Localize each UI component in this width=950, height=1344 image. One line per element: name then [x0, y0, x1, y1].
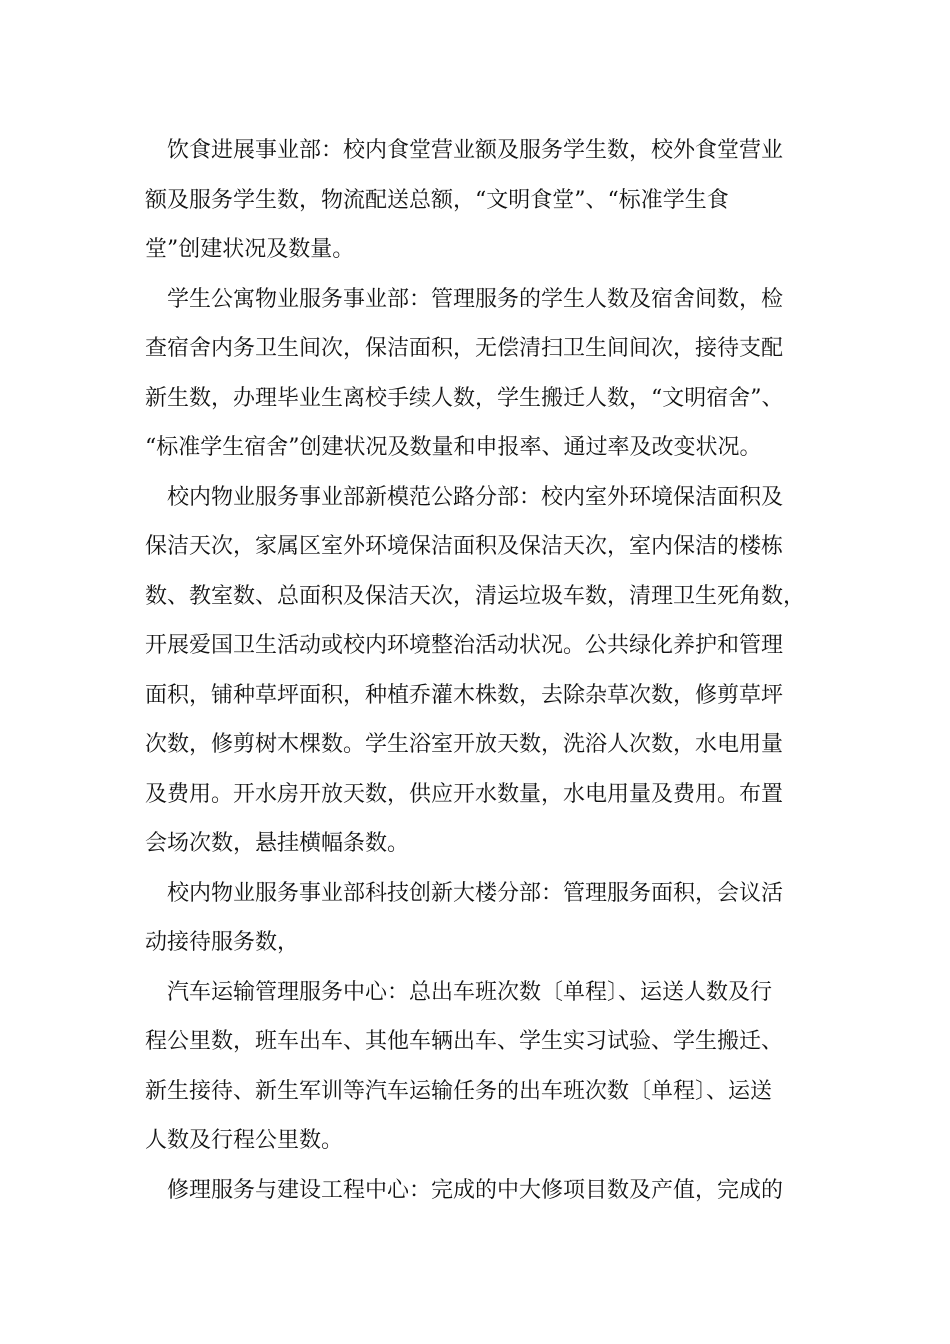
text-line: 程公里数，班车出车、其他车辆出车、学生实习试验、学生搬迁、: [145, 1029, 784, 1054]
text-line: 会场次数，悬挂横幅条数。: [145, 831, 410, 856]
text-line: 人数及行程公里数。: [145, 1128, 344, 1153]
paragraph-transport: [145, 968, 815, 1166]
text-line: 开展爱国卫生活动或校内环境整治活动状况。公共绿化养护和管理: [145, 633, 784, 658]
text-line: 校内物业服务事业部科技创新大楼分部：管理服务面积，会议活: [145, 880, 784, 906]
text-line: 汽车运输管理服务中心：总出车班次数〔单程〕、运送人数及行: [145, 979, 773, 1005]
text-line: 次数，修剪树木棵数。学生浴室开放天数，洗浴人次数，水电用量: [145, 732, 784, 757]
paragraph-tech-building: [145, 869, 815, 968]
text-line: 新生接待、新生军训等汽车运输任务的出车班次数〔单程〕、运送: [145, 1078, 773, 1104]
text-line: 动接待服务数，: [145, 930, 300, 955]
text-line: 面积，铺种草坪面积，种植乔灌木株数，去除杂草次数，修剪草坪: [145, 682, 784, 708]
paragraph-campus-property: [145, 473, 815, 869]
text-line: 饮食进展事业部：校内食堂营业额及服务学生数，校外食堂营业: [145, 138, 784, 163]
text-line: 堂”创建状况及数量。: [145, 237, 355, 262]
text-line: 数、教室数、总面积及保洁天次，清运垃圾车数，清理卫生死角数，: [145, 583, 806, 609]
text-line: 校内物业服务事业部新模范公路分部：校内室外环境保洁面积及: [145, 484, 784, 510]
text-line: 及费用。开水房开放天数，供应开水数量，水电用量及费用。布置: [145, 781, 784, 807]
document-body: [145, 126, 815, 1215]
text-line: 学生公寓物业服务事业部：管理服务的学生人数及宿舍间数，检: [145, 286, 784, 312]
paragraph-catering: [145, 126, 815, 275]
text-line: 修理服务与建设工程中心：完成的中大修项目数及产值，完成的: [145, 1177, 784, 1203]
text-line: 查宿舍内务卫生间次，保洁面积，无偿清扫卫生间间次，接待支配: [145, 336, 784, 361]
text-line: 新生数，办理毕业生离校手续人数，学生搬迁人数，“文明宿舍”、: [145, 385, 784, 411]
paragraph-maintenance: [145, 1166, 815, 1216]
paragraph-dormitory: [145, 275, 815, 473]
text-line: 保洁天次，家属区室外环境保洁面积及保洁天次，室内保洁的楼栋: [145, 534, 784, 559]
text-line: 额及服务学生数，物流配送总额，“文明食堂”、“标准学生食: [145, 187, 729, 213]
text-line: “标准学生宿舍”创建状况及数量和申报率、通过率及改变状况。: [145, 435, 762, 460]
